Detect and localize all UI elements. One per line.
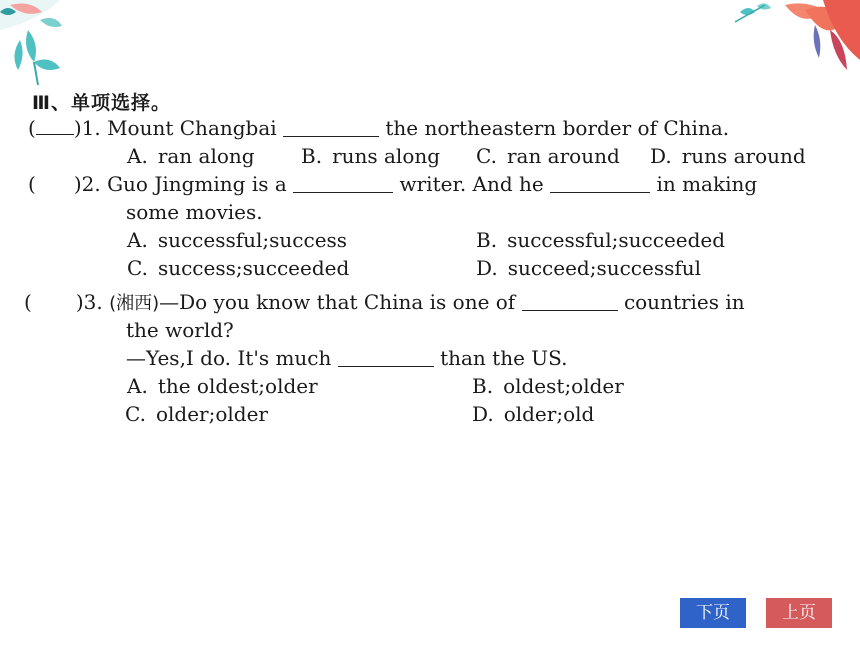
option-letter: B. xyxy=(476,228,498,252)
option-a[interactable] xyxy=(127,228,347,252)
question-source: (湘西) xyxy=(109,293,160,314)
option-c[interactable] xyxy=(476,144,620,168)
option-text: older;old xyxy=(503,402,595,426)
question-text: writer. And he xyxy=(399,172,544,196)
option-d[interactable] xyxy=(650,144,806,168)
answer-paren-open: ( xyxy=(24,290,32,314)
option-letter: C. xyxy=(125,402,146,426)
option-letter: A. xyxy=(127,228,148,252)
option-d[interactable] xyxy=(476,256,701,280)
question-text: —Do you know that China is one of xyxy=(159,290,516,314)
option-letter: D. xyxy=(476,256,498,280)
option-text: succeed;successful xyxy=(507,256,702,280)
floral-decoration-top-right xyxy=(735,0,860,75)
question-3-reply xyxy=(126,346,568,370)
answer-paren-close: ) xyxy=(73,116,82,140)
option-text: runs around xyxy=(681,144,806,168)
option-letter: D. xyxy=(650,144,672,168)
option-text: the oldest;older xyxy=(157,374,318,398)
option-letter: D. xyxy=(472,402,494,426)
fill-blank xyxy=(283,118,379,137)
option-letter: B. xyxy=(472,374,494,398)
question-text: —Yes,I do. It's much xyxy=(126,346,332,370)
option-letter: A. xyxy=(127,374,148,398)
question-1 xyxy=(28,116,729,140)
option-text: ran along xyxy=(157,144,255,168)
question-number: 1. xyxy=(81,116,101,140)
question-3-continued: the world? xyxy=(126,318,234,342)
option-letter: C. xyxy=(127,256,148,280)
answer-blank[interactable] xyxy=(36,120,74,135)
option-text: success;succeeded xyxy=(157,256,350,280)
option-letter: A. xyxy=(127,144,148,168)
option-b[interactable] xyxy=(301,144,440,168)
next-page-button[interactable]: 下页 xyxy=(680,598,746,628)
fill-blank xyxy=(522,292,618,311)
answer-paren-close: ) xyxy=(75,290,84,314)
option-text: ran around xyxy=(506,144,620,168)
question-2-continued: some movies. xyxy=(126,200,263,224)
question-text: the northeastern border of China. xyxy=(385,116,730,140)
option-b[interactable] xyxy=(476,228,725,252)
answer-paren-close: ) xyxy=(73,172,82,196)
question-text: in making xyxy=(656,172,758,196)
floral-decoration-top-left xyxy=(0,0,95,95)
section-title: Ⅲ、单项选择。 xyxy=(32,92,171,114)
option-letter: C. xyxy=(476,144,497,168)
question-2 xyxy=(28,172,757,196)
fill-blank xyxy=(550,174,650,193)
option-letter: B. xyxy=(301,144,323,168)
question-text: Guo Jingming is a xyxy=(107,172,287,196)
option-c[interactable] xyxy=(127,256,349,280)
option-text: successful;success xyxy=(157,228,348,252)
answer-paren-open: ( xyxy=(28,116,36,140)
option-text: runs along xyxy=(332,144,441,168)
question-text: Mount Changbai xyxy=(107,116,277,140)
question-number: 2. xyxy=(81,172,101,196)
option-text: oldest;older xyxy=(503,374,624,398)
previous-page-button[interactable]: 上页 xyxy=(766,598,832,628)
question-3 xyxy=(24,290,745,316)
option-c[interactable] xyxy=(125,402,268,426)
option-a[interactable] xyxy=(127,374,318,398)
option-b[interactable] xyxy=(472,374,624,398)
fill-blank xyxy=(293,174,393,193)
question-text: than the US. xyxy=(440,346,568,370)
fill-blank xyxy=(338,348,434,367)
option-text: older;older xyxy=(155,402,268,426)
option-text: successful;succeeded xyxy=(507,228,726,252)
question-number: 3. xyxy=(83,290,103,314)
question-text: countries in xyxy=(623,290,745,314)
answer-paren-open: ( xyxy=(28,172,36,196)
option-a[interactable] xyxy=(127,144,255,168)
option-d[interactable] xyxy=(472,402,594,426)
